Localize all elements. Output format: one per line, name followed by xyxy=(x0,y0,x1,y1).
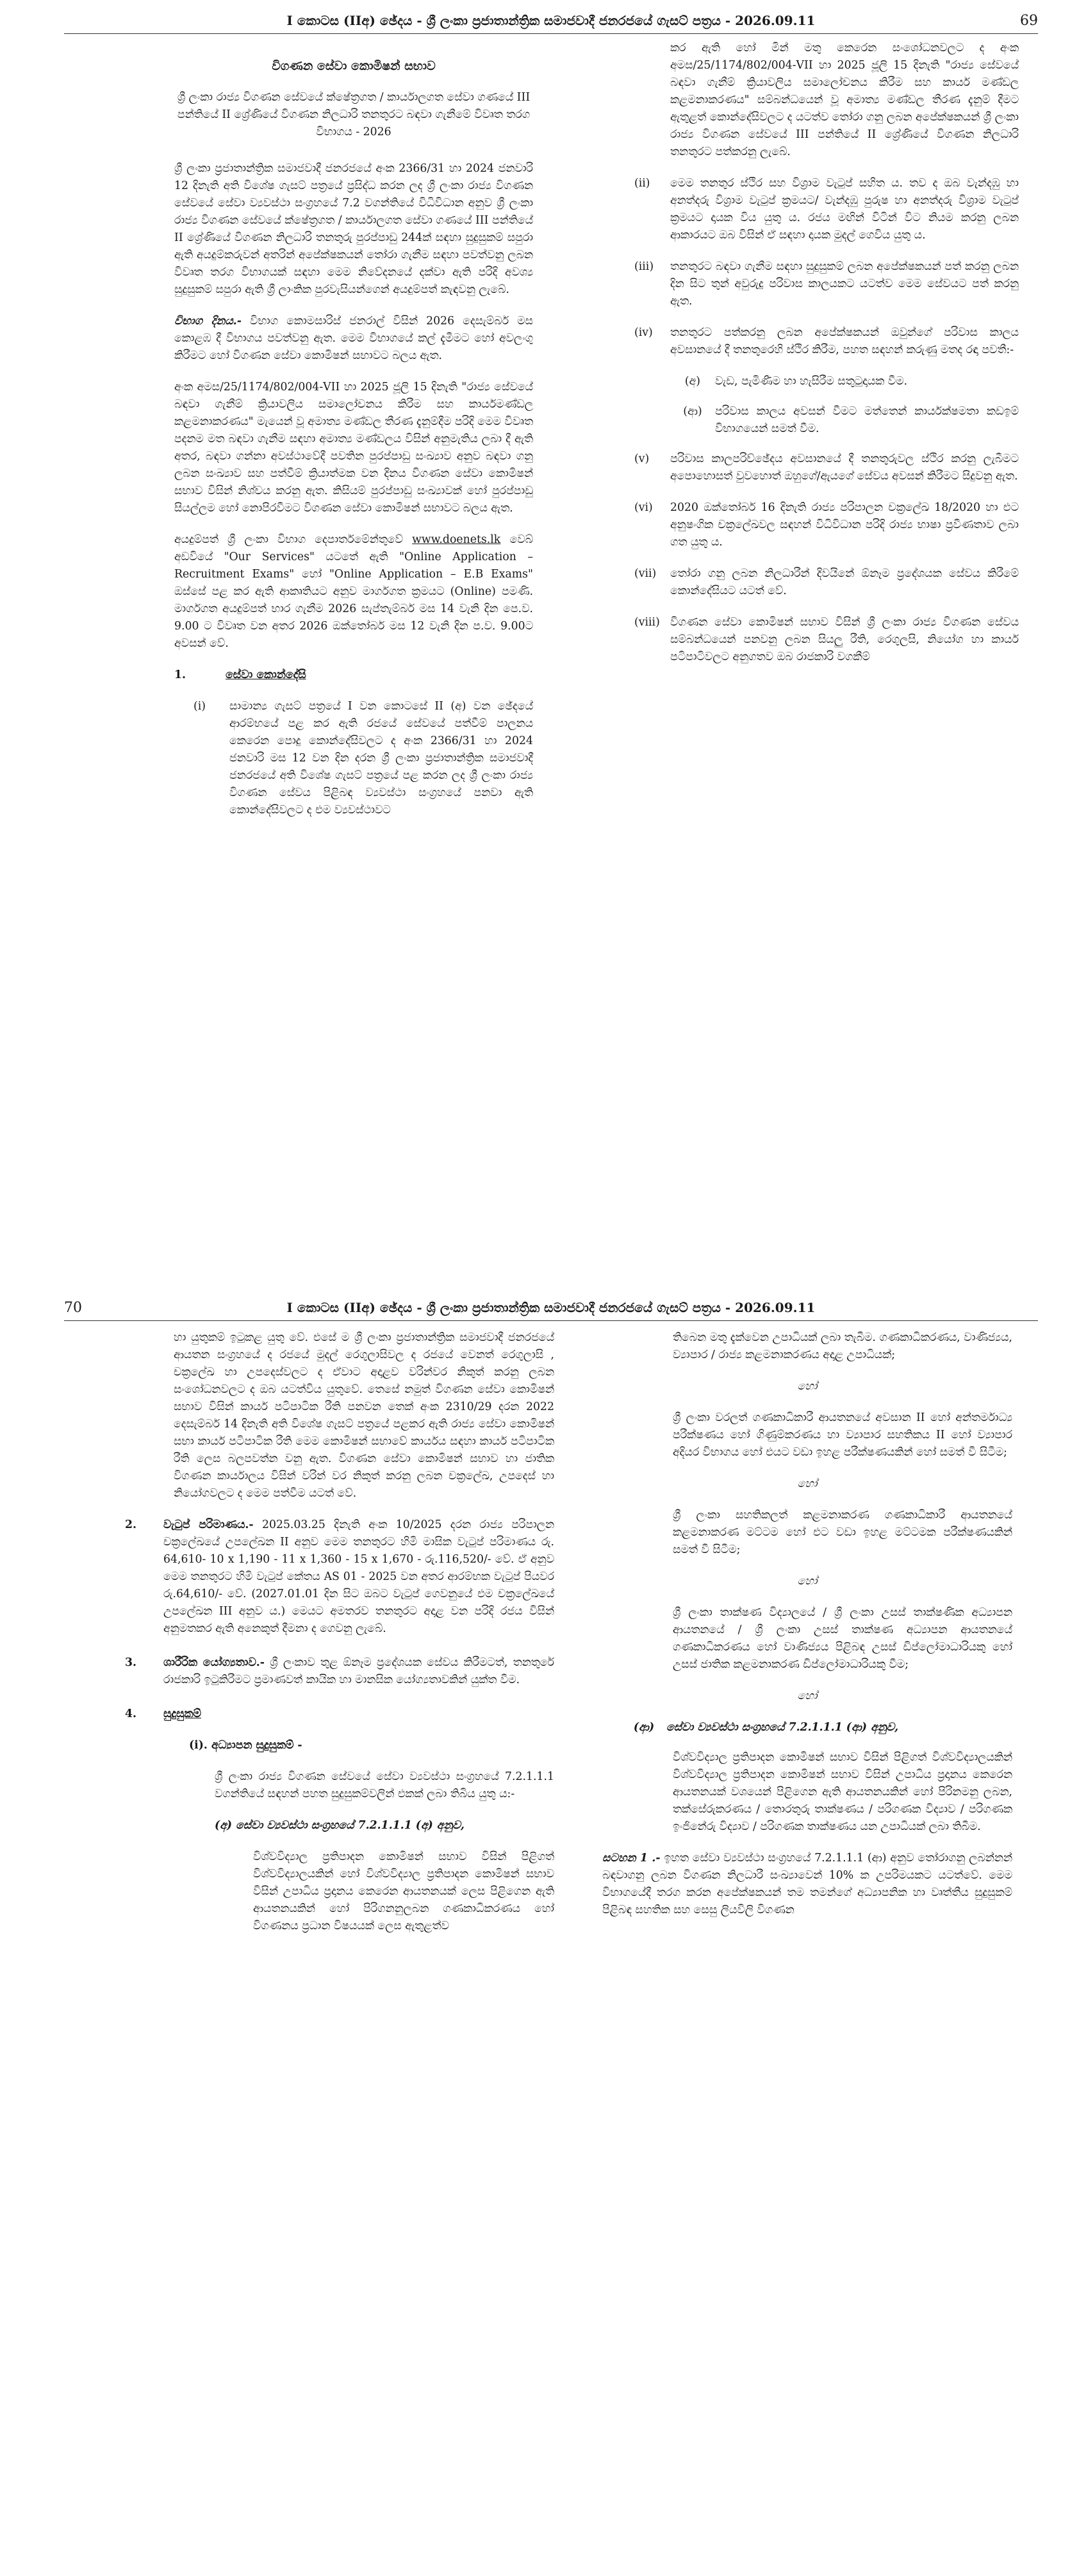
doenets-link[interactable]: www.doenets.lk xyxy=(412,533,501,546)
item-number: (i) xyxy=(193,700,206,713)
or-separator: හෝ xyxy=(797,1575,818,1588)
condition-item-v xyxy=(634,451,1019,485)
section-number: 4. xyxy=(125,1708,137,1720)
section-body: ශ්‍රී ලංකාව තුළ ඕනෑම ප්‍රදේශයක සේවය කිරීමටත්, තනතුරේ රාජකාරි ඉටුකිරීමට ප්‍රමාණවත් කායික හා මානසික යෝග්‍යතාවකින් යුක්ත වීම. xyxy=(163,1656,554,1686)
item-text: තනතුරට බඳවා ගැනීම සඳහා සුදුසුකම් ලබන අපේක්ෂකයන් පත් කරනු ලබන දින සිට තුන් අවුරුදු පරිවාස කාලයකට යටත්ව මෙම සේවයට පත් කරනු ඇත. xyxy=(670,260,1019,308)
section-text xyxy=(163,1517,554,1638)
page-header xyxy=(64,1296,1038,1328)
condition-item-vii xyxy=(634,565,1019,600)
section-head: ශාරීරික යෝග්‍යතාව.- xyxy=(163,1656,265,1669)
section-body: 2025.03.25 දිනැති අංක 10/2025 දරන රාජ්‍ය පරිපාලන චක්‍රලේඛයේ උපලේඛන II අනුව මෙම තනතුරට හිමි මාසික වැටුප් පරිමාණය රු. 64,610- 10 x 1,190 - 11 x 1,360 - 15 x 1,670 - රු.116,520/- වේ. ඒ අනුව මෙම තනතුරට හිමි වැටුප් කේතය AS 01 - 2025 වන අතර ආරම්භක වැටුප් පියවර රු.64,610/- වේ. (2027.01.01 දින සිට ඔබට වැටුප් ගෙවනුයේ එම චක්‍රලේඛයේ උපලේඛන III අනුව ය.) මෙයට අමතරව තනතුරට අදාළ වන පරිදි රජය විසින් අනුමතකර ඇති අනෙකුත් දීමනා ද ගෙවනු ලැබේ. xyxy=(163,1518,554,1635)
education-qualifications-intro: ශ්‍රී ලංකා රාජ්‍ය විගණන සේවයේ සේවා ව්‍යවස්ථා සංග්‍රහයේ 7.2.1.1.1 වගන්තියේ සඳහන් පහත සුදුසුකම්වලින් එකක් ලබා තිබිය යුතු ය:- xyxy=(215,1770,554,1800)
notice-title: ශ්‍රී ලංකා රාජ්‍ය විගණන සේවයේ ක්ෂේත්‍රගත / කාර්යාලගත සේවා ගණයේ III පන්තියේ II ශ්‍රේණියේ විගණන නිලධාරි තනතුරට බඳවා ගැනීමේ විවෘත තරග විභාගය - 2026 xyxy=(177,91,531,138)
qualification-option-1: තිබෙන මතු දැක්වෙන උපාධියක් ලබා තැබීම. ගණකාධිකරණය, වාණිජ්‍යය, ව්‍යාපාර / රාජ්‍ය කළමනාකරණය අදාළ උපාධියක්; xyxy=(673,1331,1012,1361)
note-head: සටහන 1 .- xyxy=(602,1852,661,1865)
or-separator: හෝ xyxy=(797,1380,818,1393)
item-number: (viii) xyxy=(634,616,660,629)
exam-date-head: විභාග දිනය.- xyxy=(174,315,242,328)
item-text: තනතුරට පත්කරනු ලබන අපේක්ෂකයන් ඔවුන්ගේ පරිවාස කාලය අවසානයේ දී තනතුරෙහි ස්ථිර කිරීම, පහත සඳහන් කරුණු මතද රඳා පවතී:- xyxy=(670,326,1019,356)
section-4-heading xyxy=(125,1706,554,1723)
right-column xyxy=(634,40,1019,680)
item-text: විගණන සේවා කොමිෂන් සභාව විසින් ශ්‍රී ලංකා රාජ්‍ය විගණන සේවය සම්බන්ධයෙන් පනවනු ලබන සියලු රීති, රෙගුලසි, නියෝග හා කාර්ය පටිපාටිවලට අනුගතව ඔබ රාජකාරි වගකීම් xyxy=(670,616,1019,663)
sub-item-number: (අ) xyxy=(684,375,701,388)
qualification-option-4: ශ්‍රී ලංකා තාක්ෂණ විද්‍යාලයේ / ශ්‍රී ලංකා උසස් තාක්ෂණික අධ්‍යාපන ආයතනයේ / ශ්‍රී ලංකා උසස් තාක්ෂණ අධ්‍යාපන ආයතනයේ ගණකාධිකරණය හෝ වාණිජ්‍යය පිළිබඳ උසස් ඩිප්ලෝමාධාරියකු හෝ උසස් ජාතික කළමනාකරණ ඩිප්ලෝමාධාරියකු වීම; xyxy=(673,1606,1012,1671)
sub-item-text: සේවා ව්‍යවස්ථා සංග්‍රහයේ 7.2.1.1.1 (ආ) අනුව, xyxy=(666,1721,899,1734)
condition-item-vi xyxy=(634,499,1019,551)
exam-date-paragraph xyxy=(174,313,533,365)
note-1 xyxy=(602,1850,1012,1919)
page-number: 69 xyxy=(1020,13,1038,29)
page-header xyxy=(64,9,1038,41)
right-column xyxy=(602,1329,1012,1933)
condition-continuation: කර ඇති හෝ මින් මතු කෙරෙන සංශෝධනවලට ද අංක අමස/25/1174/802/004-VII හා 2025 ජූලි 15 දිනැති "රාජ්‍ය සේවයේ බඳවා ගැනීම් ක්‍රියාවලිය සමාලෝචනය කිරීම සහ කාර්ය මණ්ඩල කළමනාකරණය" සම්බන්ධයෙන් වූ අමාත්‍ය මණ්ඩල තීරණ දැනුම් දීමට ඇතුළත් කොන්දේසිවලට ද යටත්ව තෝරා ගනු ලබන අපේක්ෂකයන් ශ්‍රී ලංකා රාජ්‍ය විගණන සේවයේ III පන්තියේ II ශ්‍රේණියේ විගණන නිලධාරි තනතුරට පත්කරනු ලැබේ. xyxy=(670,42,1019,158)
sub-item-aa xyxy=(670,403,1019,438)
left-column xyxy=(125,1329,554,1949)
condition-item-i xyxy=(193,698,533,819)
sub-b-paragraph: විශ්වවිද්‍යාල ප්‍රතිපාදන කොමිෂන් සභාව විසින් පිළිගත් විශ්වවිද්‍යාලයකින් විශ්වවිද්‍යාල ප්‍රතිපාදන කොමිෂන් සභාව විසින් උපාධිය ප්‍රදානය කෙරෙන ආයතනයක් වශයෙන් පිළිගෙන ඇති ආයතනයකින් හෝ පිරිනමනු ලබන, තක්සේරුකරණය / තොරතුරු තාක්ෂණය / පරිගණක විද්‍යාව / පරිගණක ඉංජිනේරු විද්‍යාව / පරිගණක තාක්ෂණය යන උපාධියක් ලබා තිබීම. xyxy=(673,1751,1012,1833)
section-title: සේවා කොන්දේසි xyxy=(226,669,306,681)
or-separator: හෝ xyxy=(797,1477,818,1490)
education-qualifications-heading: (i). අධ්‍යාපන සුදුසුකම් - xyxy=(189,1739,302,1752)
qualification-option-2: ශ්‍රී ලංකා වරලත් ගණකාධිකාරී ආයතනයේ අවසාන II හෝ අන්තර්මාධ්‍ය පරීක්ෂණය හෝ ගිණුම්කරණය හා ව්‍යාපාර සහතිකය II හෝ ව්‍යාපාර අදියර විභාගය හෝ එයට වඩා ඉහළ පරීක්ෂණයකින් හෝ සමත් වී සිටීම; xyxy=(673,1411,1012,1459)
item-number: (vii) xyxy=(634,567,657,580)
left-column xyxy=(174,58,533,833)
section-text xyxy=(163,1654,554,1689)
intro-paragraph: ශ්‍රී ලංකා ප්‍රජාතාන්ත්‍රික සමාජවාදී ජනරජයේ අංක 2366/31 හා 2024 ජනවාරි 12 දිනැති අති විශේෂ ගැසට් පත්‍රයේ ප්‍රසිද්ධ කරන ලද ශ්‍රී ලංකා රාජ්‍ය විගණන සේවයේ සේවා ව්‍යවස්ථා සංග්‍රහයේ 7.2 වගන්තියේ විධිවිධාන අනුව ශ්‍රී ලංකා රාජ්‍ය විගණන සේවයේ ක්ෂේත්‍රගත / කාර්යාලගත සේවා ගණයේ III පන්තියේ II ශ්‍රේණියේ විගණන නිලධාරි තනතුරු පුරප්පාඩු 244ක් සඳහා සුදුසුකම් සපුරා ඇති අයදුම්කරුවන් අතරින් අපේක්ෂකයන් තෝරා ගැනීම සඳහා පවත්වනු ලබන විවෘත තරග විභාගයක් සඳහා මෙම නිවේදනයේ දක්වා ඇති පරිදි අවශ්‍ය සුදුසුකම් සපුරා ඇති ශ්‍රී ලාංකික පුරවැසියන්ගෙන් අයදුම්පත් කැඳවනු ලැබේ. xyxy=(174,162,533,296)
condition-item-iv xyxy=(634,324,1019,359)
sub-item-a xyxy=(670,373,1019,390)
item-number: (ii) xyxy=(634,177,650,190)
section-3-physical-fitness xyxy=(125,1654,554,1689)
condition-item-iii xyxy=(634,258,1019,310)
header-title: I කොටස (IIඅ) ඡේදය - ශ්‍රී ලංකා ප්‍රජාතාන්ත්‍රික සමාජවාදී ජනරජයේ ගැසට් පත්‍රය - 2026.09.11 xyxy=(286,1300,816,1315)
condition-item-viii xyxy=(634,614,1019,666)
section-number: 2. xyxy=(125,1518,137,1531)
section-head: වැටුප් පරිමාණය.- xyxy=(163,1518,254,1531)
section-number: 3. xyxy=(125,1656,137,1669)
item-number: (v) xyxy=(634,453,650,465)
qualification-option-3: ශ්‍රී ලංකා සහතිකලත් කළමනාකරණ ගණකාධිකාරී ආයතනයේ කළමනාකරණ මට්ටම හෝ එට වඩා ඉහළ මට්ටමක පරීක්ෂණයකින් සමත් වී සිටීම; xyxy=(673,1509,1012,1556)
sub-item-number: (ආ) xyxy=(683,405,702,418)
note-text: ඉහත සේවා ව්‍යවස්ථා සංග්‍රහයේ 7.2.1.1.1 (ආ) අනුව තෝරාගනු ලබන්නන් බඳවාගනු ලබන විගණන නිලධාරී සංඛ්‍යාවෙන් 10% ක උපරිමයකට යටත්වේ. මෙම විභාගයේදී තරග කරන අපේක්ෂකයන් තම තමන්ගේ අධ්‍යාපනික හා වෘත්තීය සුදුසුකම් පිළිබඳ සහතික සහ සෙසු ලියවිලි විගණන xyxy=(602,1852,1012,1916)
header-title: I කොටස (IIඅ) ඡේදය - ශ්‍රී ලංකා ප්‍රජාතාන්ත්‍රික සමාජවාදී ජනරජයේ ගැසට් පත්‍රය - 2026.09.11 xyxy=(286,13,816,28)
item-number: (iii) xyxy=(634,260,654,273)
condition-continuation: හා යුතුකම් ඉටුකළ යුතු වේ. එසේ ම ශ්‍රී ලංකා ප්‍රජාතාන්ත්‍රික සමාජවාදී ජනරජයේ ආයතන සංග්‍රහයේ ද රජයේ මුදල් රෙගුලාසිවල ද රජයේ වෙනත් රෙගුලාසි , චක්‍රලේඛ හා උපදෙස්වලට ද ඒවාට අදාළව වරින්වර නිකුත් කරනු ලබන සංශෝධනවලට ද ඔබ යටත්විය යුතුවේ. තෙසේ නමුත් විගණන සේවා කොමිෂන් සභාව විසින් කාර්ය පටිපාටික රීති පනවන තෙක් අංක 2310/29 දරන 2022 දෙසැම්බර් 14 දිනැති අති විශේෂ ගැසට් පත්‍රයේ පළකර ඇති රාජ්‍ය සේවා කොමිෂන් සභා කාර්ය පටිපාටික රීති මෙම කොමිෂන් සභාවේ කාර්යය සඳහා කාර්ය පටිපාටික රීති ලෙස බලපවත්න වනු ඇත. විගණන සේවා කොමිෂන් සභාව හා ජාතික විගණන කාර්යාලය විසින් වරින් වර නිකුත් කරනු ලබන චක්‍රලේඛ, උපදෙස් හා නියෝගවලට ද මෙම පත්වීම යටත් වේ. xyxy=(174,1331,554,1500)
section-title: සුදුසුකම් xyxy=(163,1708,201,1720)
item-text: තෝරා ගනු ලබන නිලධාරීන් දිවයිනේ ඕනෑම ප්‍රදේශයක සේවය කිරීමේ කොන්දේසියට යටත් වේ. xyxy=(670,567,1019,597)
commission-heading: විගණන සේවා කොමිෂන් සභාව xyxy=(272,59,436,73)
section-number: 1. xyxy=(174,669,186,681)
sub-item-number: (ආ) xyxy=(633,1721,655,1734)
cabinet-decision-paragraph: අංක අමස/25/1174/802/004-VII හා 2025 ජූලි 15 දිනැති "රාජ්‍ය සේවයේ බඳවා ගැනීම් ක්‍රියාවලිය සමාලෝචනය කිරීම සහ කාර්යමණ්ඩල කළමනාකරණය" මැයෙන් වූ අමාත්‍ය මණ්ඩල තීරණ දැනුම්දීම පරිදි මෙම විවෘත පදනම මත බඳවා ගැනීම සඳහා අමාත්‍ය මණ්ඩලය විසින් අනුමැතිය ලබා දී ඇති අතර, බඳවා ගන්නා අවස්ථාවේදී පවතින පුරප්පාඩු සංඛ්‍යාව අනුව බඳවා ගනු ලබන සංඛ්‍යාව සහ පත්වීම් ක්‍රියාත්මක වන දිනය විගණන සේවා කොමිෂන් සභාව විසින් නිශ්චය කරනු ඇත. කිසියම් පුරප්පාඩු සංඛ්‍යාවක් හෝ පුරප්පාඩු සියල්ලම හෝ නොපිරවීමට විගණන සේවා කොමිෂන් සභාවට බලය ඇත. xyxy=(174,381,533,515)
header-rule xyxy=(64,33,1038,34)
item-number: (iv) xyxy=(634,326,653,339)
item-text: 2020 ඔක්තෝබර් 16 දිනැති රාජ්‍ය පරිපාලන චක්‍රලේඛ 18/2020 හා එට අනුෂංගික චක්‍රලේඛවල සඳහන් විධිවිධාන පරිදි රාජ්‍ය භාෂා ප්‍රවීණතාව ලබා ගත යුතු ය. xyxy=(670,501,1019,549)
sub-item-text: වැඩ, පැමිණීම හා හැසිරීම සතුටුදායක වීම. xyxy=(715,375,908,388)
condition-item-ii xyxy=(634,175,1019,244)
exam-date-text: විභාග කොමසාරිස් ජනරාල් විසින් 2026 දෙසැම්බර් මස කොළඹ දී විභාගය පවත්වනු ඇත. මෙම විභාගයේ කල් දැමීමට හෝ අවලංගු කිරීමට හෝ විගණන සේවා කොමිෂන් සභාවට බලය ඇත. xyxy=(174,315,533,362)
section-2-salary xyxy=(125,1517,554,1638)
item-text: මෙම තනතුර ස්ථිර සහ විශ්‍රාම වැටුප් සහිත ය. තව ද ඔබ වැන්දඹු හා අනත්දරු විශ්‍රාම වැටුප් ක්‍රමයට/ වැන්දඹු පුරුෂ හා අනත්දරු විශ්‍රාම වැටුප් ක්‍රමයට දායක විය යුතු ය. රජය මඟින් විටින් විට නියම කරනු ලබන ආකාරයට ඔබ විසින් ඒ සඳහා දායක මුදල් ගෙවිය යුතු ය. xyxy=(670,177,1019,242)
sub-a-paragraph: විශ්වවිද්‍යාල ප්‍රතිපාදන කොමිෂන් සභාව විසින් පිළිගත් විශ්වවිද්‍යාලයකින් හෝ විශ්වවිද්‍යාල ප්‍රතිපාදන කොමිෂන් සභාව විසින් උපාධිය ප්‍රදානය කෙරෙන ආයතනයක් ලෙස පිළිගෙන ඇති ආයතනයකින් හෝ පිරිගනනුලබන ගණකාධිකරණය හෝ විගණනය ප්‍රධාන විෂයයක් ලෙස ඇතුළත්ව xyxy=(253,1850,554,1932)
sub-a-heading: (අ) සේවා ව්‍යවස්ථා සංග්‍රහයේ 7.2.1.1.1 (අ) අනුව, xyxy=(215,1819,465,1832)
item-text: සාමාන්‍ය ගැසට් පත්‍රයේ I වන කොටසේ II (අ) වන ඡේදයේ ආරම්භයේ පළ කර ඇති රජයේ සේවයේ පත්වීම් පාලනය කෙරෙන පොදු කොන්දේසිවලට ද අංක 2366/31 හා 2024 ජනවාරි මස 12 වන දින දරන ශ්‍රී ලංකා ප්‍රජාතාන්ත්‍රික සමාජවාදී ජනරජයේ අති විශේෂ ගැසට් පත්‍රයේ පළ කරන ලද ශ්‍රී ලංකා රාජ්‍ය විගණන සේවය පිළිබඳ ව්‍යවස්ථා සංග්‍රහයේ පනවා ඇති කොන්දේසිවලට ද එම ව්‍යවස්ථාවට xyxy=(229,700,533,817)
section-1-heading xyxy=(174,667,533,684)
application-text-a: අයදුම්පත් ශ්‍රී ලංකා විභාග දෙපාර්තමේන්තුවේ xyxy=(174,533,413,546)
page-number: 70 xyxy=(64,1300,82,1316)
item-text: පරිවාස කාලපරිච්ඡේදය අවසානයේ දී තනතුරුවල ස්ථිර කරනු ලැබීමට අපොහොසත් වුවහොත් ඔහුගේ/ඇයගේ සේවය අවසන් කිරීමට සිදුවනු ඇත. xyxy=(670,453,1019,483)
gazette-page-70 xyxy=(0,1295,1086,2576)
header-rule xyxy=(64,1320,1038,1321)
sub-item-text: පරිවාස කාලය අවසන් වීමට මත්තෙන් කාර්යක්ෂමතා කඩඉම් විභාගයෙන් සමත් වීම. xyxy=(715,405,1019,435)
sub-b-heading xyxy=(621,1719,1012,1736)
application-text-b: වෙබ් අඩවියේ "Our Services" යටතේ ඇති "Online Application – Recruitment Exams" හෝ "Online Application – E.B Exams" ඔස්සේ පළ කර ඇති ආකෘතියට අනුව මාර්ගගත ක්‍රමයට (Online) පමණි. මාර්ගගත අයදුම්පත් භාර ගැනීම 2026 සැප්තැම්බර් මස 14 වැනි දින පෙ.ව. 9.00 ට විවෘත වන අතර 2026 ඔක්තෝබර් මස 12 වැනි දින ප.ව. 9.00ට අවසන් වේ. xyxy=(174,533,533,650)
or-separator: හෝ xyxy=(797,1690,818,1702)
gazette-page-69 xyxy=(0,0,1086,1256)
application-paragraph xyxy=(174,531,533,652)
item-number: (vi) xyxy=(634,501,653,514)
